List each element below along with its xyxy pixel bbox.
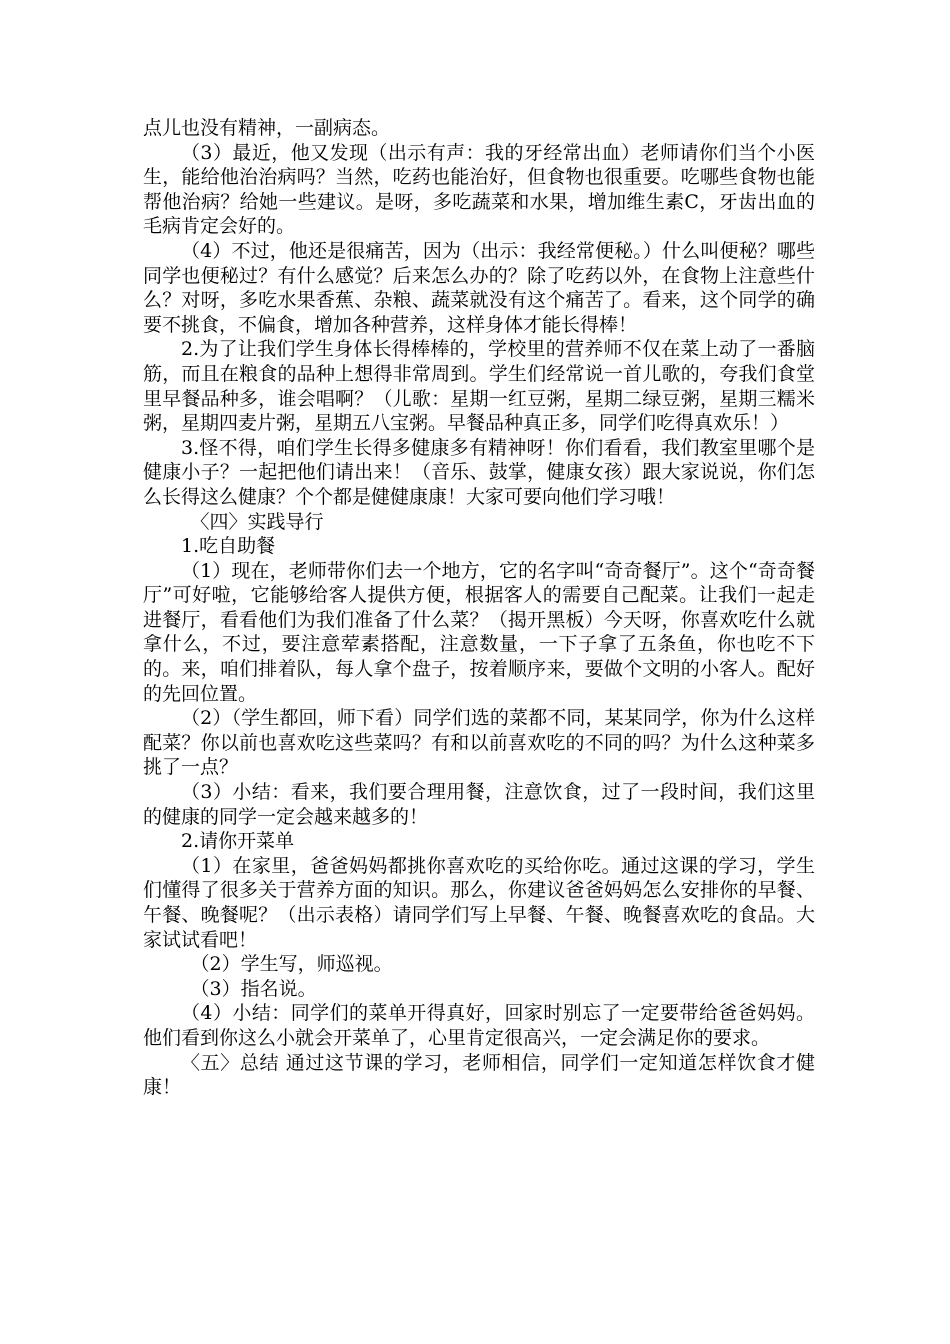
document-page [143,116,815,1100]
paragraph-restaurant: （1）现在，老师带你们去一个地方，它的名字叫“奇奇餐厅”。这个“奇奇餐厅”可好啦，它能够给客人提供方便，根据客人的需要自己配菜。让我们一起走进餐厅，看看他们为我们准备了什么菜？（揭开黑板）今天呀，你喜欢吃什么就拿什么，不过，要注意荤素搭配，注意数量，一下子拿了五条鱼，你也吃不下的。来，咱们排着队，每人拿个盘子，按着顺序来，要做个文明的小客人。配好的先回位置。 [143,559,815,705]
subheading-menu: 2.请你开菜单 [181,830,295,853]
paragraph-summary-meals: （3）小结：看来，我们要合理用餐，注意饮食，过了一段时间，我们这里的健康的同学一定会越来越多的！ [143,781,815,828]
paragraph-name-speak: （3）指名说。 [190,977,317,1000]
paragraph-students-write: （2）学生写，师巡视。 [190,953,393,976]
paragraph-healthy-kids: 3.怪不得，咱们学生长得多健康多有精神呀！你们看看，我们教室里哪个是健康小子？一起把他们请出来！（音乐、鼓掌，健康女孩）跟大家说说，你们怎么长得这么健康？个个都是健健康康！大家可要向他们学习哦！ [143,436,815,508]
paragraph-menu-intro: （1）在家里，爸爸妈妈都挑你喜欢吃的买给你吃。通过这课的学习，学生们懂得了很多关于营养方面的知识。那么，你建议爸爸妈妈怎么安排你的早餐、午餐、晚餐呢？（出示表格）请同学们写上早餐、午餐、晚餐喜欢吃的食品。大家试试看吧！ [143,854,815,951]
section-conclusion: 〈五〉总结 通过这节课的学习，老师相信，同学们一定知道怎样饮食才健康！ [143,1051,815,1099]
paragraph-menu-summary: （4）小结：同学们的菜单开得真好，回家时别忘了一定要带给爸爸妈妈。他们看到你这么小就会开菜单了，心里肯定很高兴，一定会满足你的要求。 [143,1002,815,1049]
paragraph-tooth-bleeding: （3）最近，他又发现（出示有声：我的牙经常出血）老师请你们当个小医生，能给他治治病吗？当然，吃药也能治好，但食物也很重要。吃哪些食物也能帮他治病？给她一些建议。是呀，多吃蔬菜和水果，增加维生素C，牙齿出血的毛病肯定会好的。 [143,141,815,238]
paragraph-choose-dishes: （2）（学生都回，师下看）同学们选的菜都不同，某某同学，你为什么这样配菜？你以前也喜欢吃这些菜吗？有和以前喜欢吃的不同的吗？为什么这种菜多挑了一点？ [143,707,815,779]
section-heading-practice: 〈四〉实践导行 [190,510,324,533]
paragraph-continuation: 点儿也没有精神，一副病态。 [143,117,391,139]
paragraph-nutritionist: 2.为了让我们学生身体长得棒棒的，学校里的营养师不仅在菜上动了一番脑筋，而且在粮食的品种上想得非常周到。学生们经常说一首儿歌的，夸我们食堂里早餐品种多，谁会唱啊？（儿歌：星期一红豆粥，星期二绿豆粥，星期三糯米粥，星期四麦片粥，星期五八宝粥。早餐品种真正多，同学们吃得真欢乐！） [143,338,815,435]
subheading-buffet: 1.吃自助餐 [181,535,276,558]
paragraph-constipation: （4）不过，他还是很痛苦，因为（出示：我经常便秘。）什么叫便秘？哪些同学也便秘过？有什么感觉？后来怎么办的？除了吃药以外，在食物上注意些什么？对呀，多吃水果香蕉、杂粮、蔬菜就没有这个痛苦了。看来，这个同学的确要不挑食，不偏食，增加各种营养，这样身体才能长得棒！ [143,239,815,336]
